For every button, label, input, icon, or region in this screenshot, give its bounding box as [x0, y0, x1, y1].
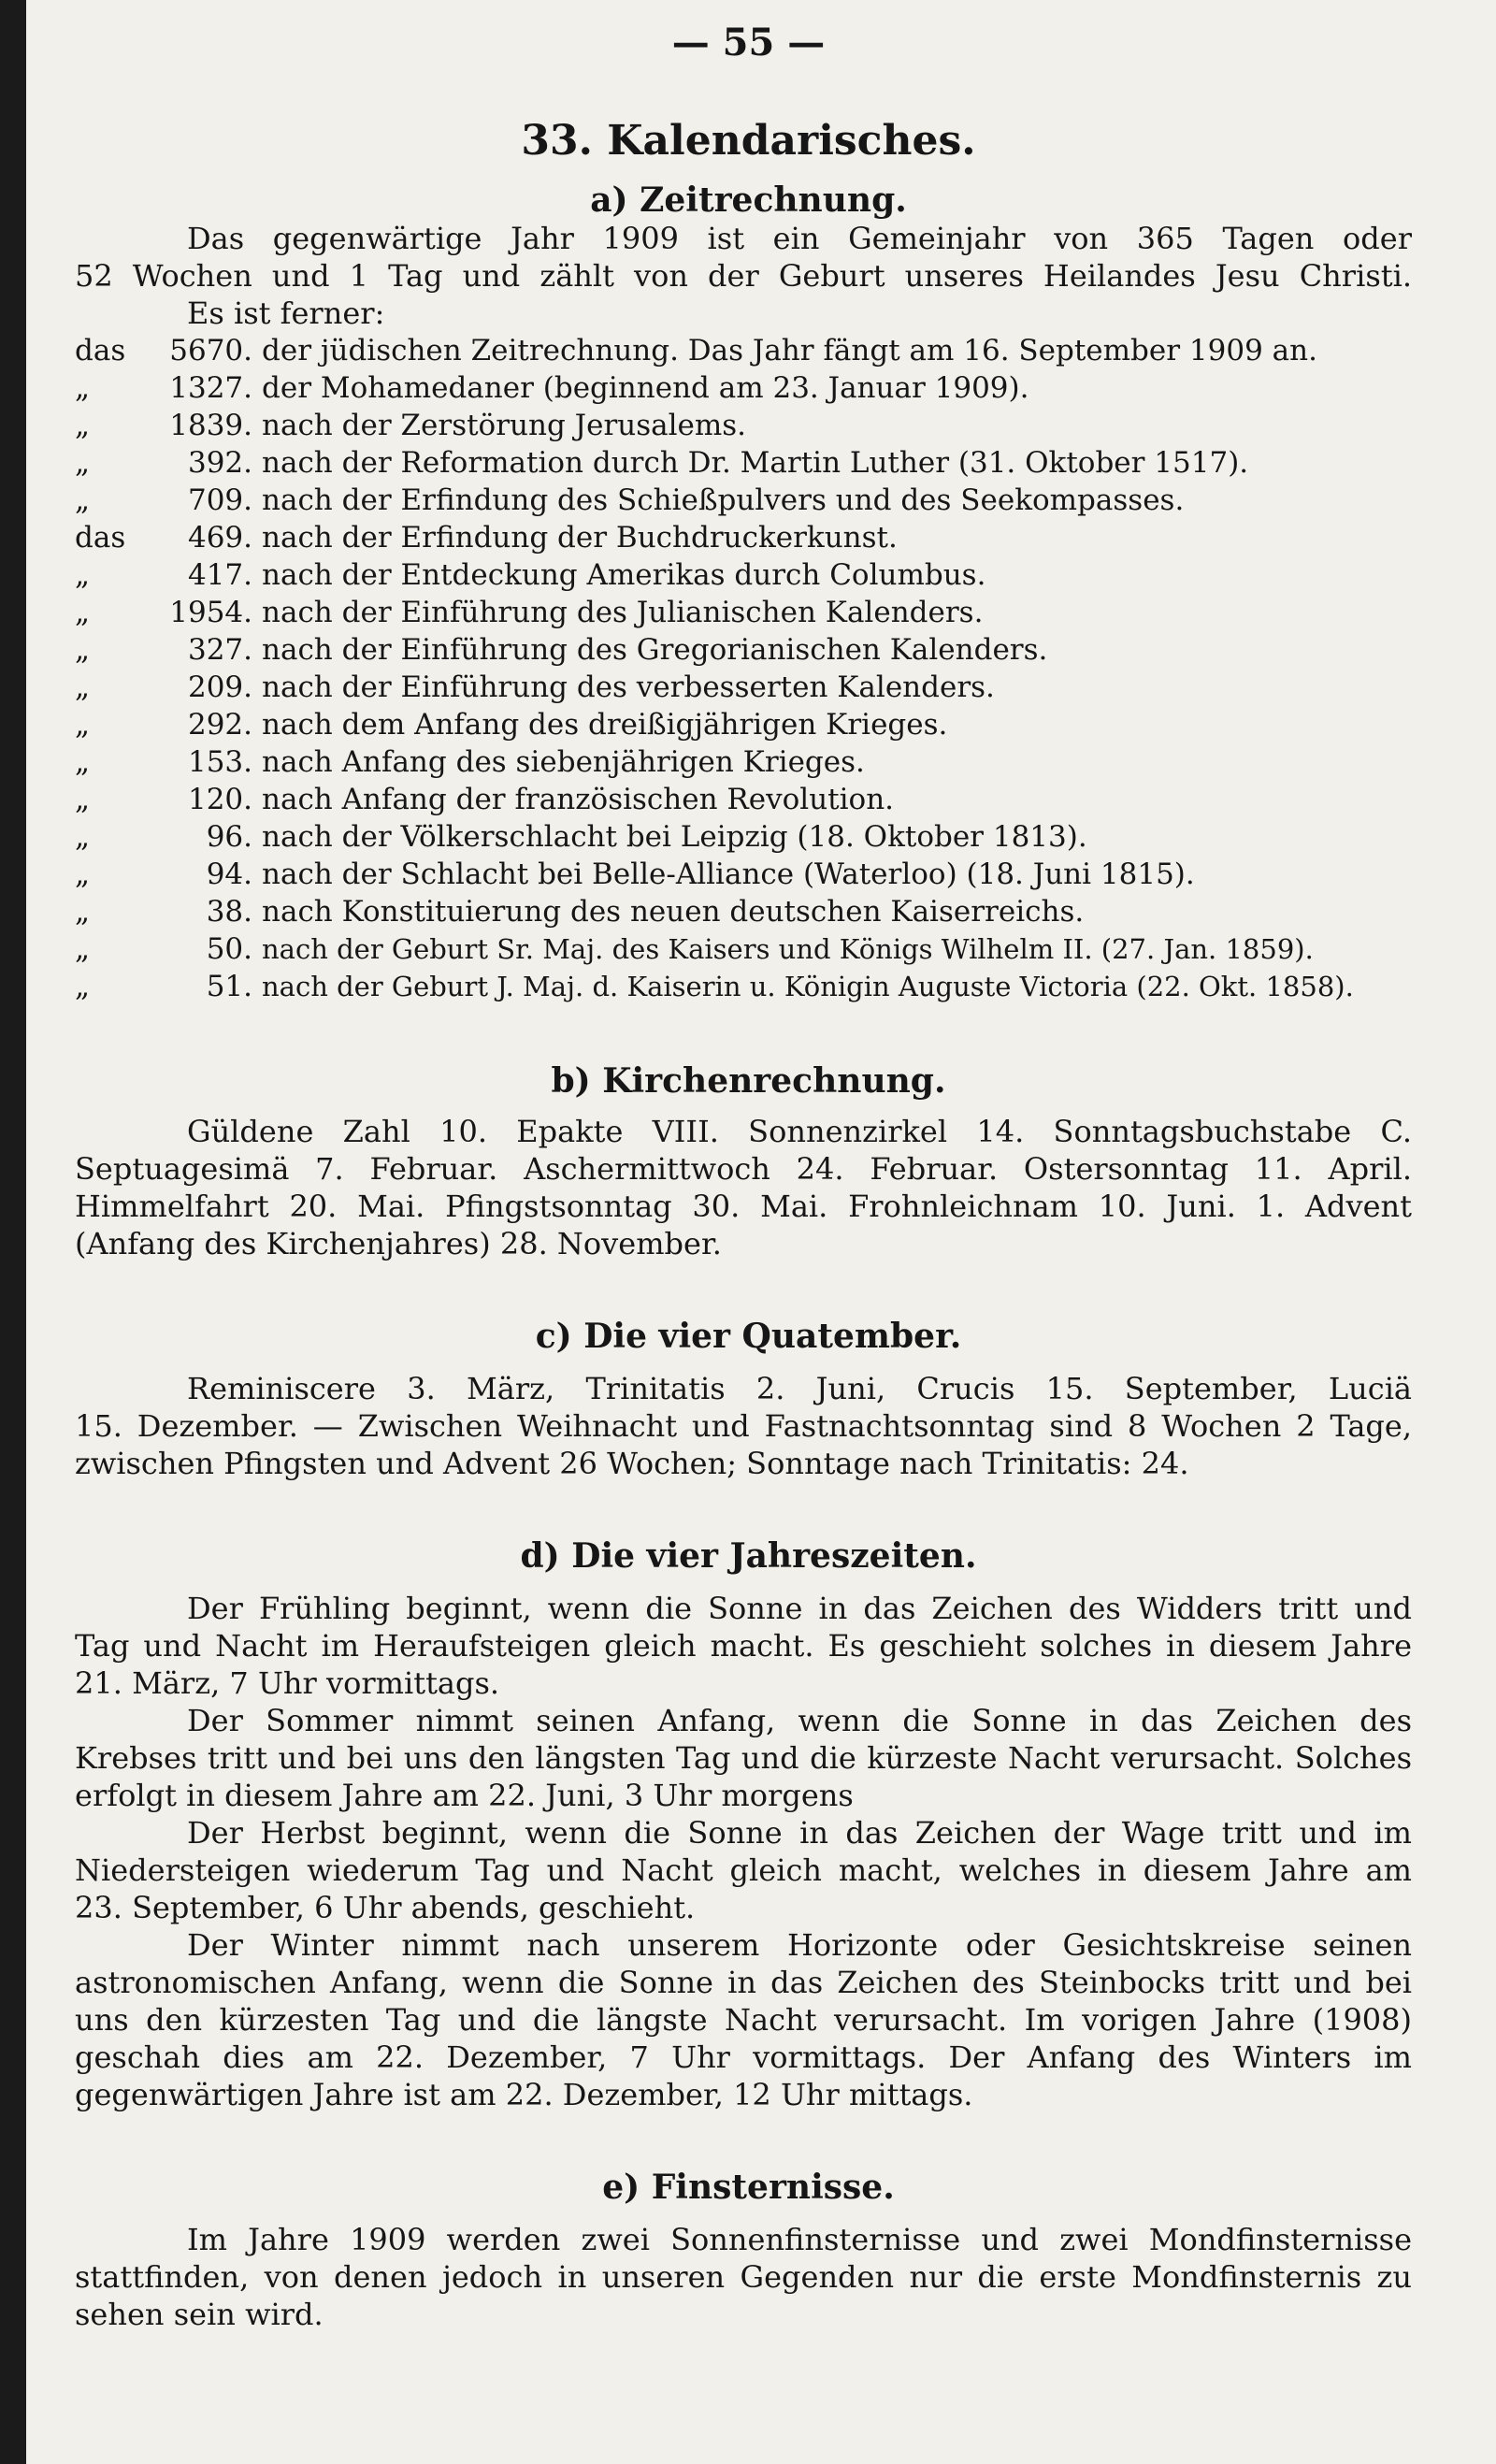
page-number: — 55 — — [671, 21, 826, 65]
era-number: 94. — [206, 857, 252, 891]
text-line: uns den kürzesten Tag und die längste Nacht verursacht. Im vorigen Jahre (1908) — [75, 2002, 1412, 2038]
heading-jahreszeiten: d) Die vier Jahreszeiten. — [520, 1536, 977, 1576]
era-number: 292. — [187, 708, 252, 742]
era-text: nach der Erfindung der Buchdruckerkunst. — [262, 521, 898, 555]
era-number: 1954. — [169, 596, 252, 629]
text-line: stattfinden, von denen jedoch in unseren Gegenden nur die erste Mondfinsternis zu — [75, 2259, 1412, 2295]
text-line: geschah dies am 22. Dezember, 7 Uhr vormittags. Der Anfang des Winters im — [75, 2039, 1412, 2075]
heading-zeitrechnung: a) Zeitrechnung. — [590, 180, 907, 220]
text-line: Der Sommer nimmt seinen Anfang, wenn die Sonne in das Zeichen des — [187, 1703, 1412, 1738]
text-line: Der Winter nimmt nach unserem Horizonte oder Gesichtskreise seinen — [187, 1927, 1412, 1963]
intro-line: 52 Wochen und 1 Tag und zählt von der Geburt unseres Heilandes Jesu Christi. — [75, 258, 1412, 294]
era-prefix: „ — [75, 409, 91, 442]
era-text: nach der Geburt J. Maj. d. Kaiserin u. Königin Auguste Victoria (22. Okt. 1858). — [262, 971, 1354, 1002]
era-number: 153. — [187, 745, 252, 779]
era-prefix: „ — [75, 371, 91, 405]
era-text: nach der Erfindung des Schießpulvers und des Seekompasses. — [262, 483, 1185, 517]
era-text: nach Anfang des siebenjährigen Krieges. — [262, 745, 865, 779]
era-number: 417. — [187, 558, 252, 592]
era-number: 1327. — [169, 371, 252, 405]
era-prefix: „ — [75, 895, 91, 929]
text-line: Reminiscere 3. März, Trinitatis 2. Juni, Crucis 15. September, Luciä — [187, 1371, 1412, 1406]
era-prefix: „ — [75, 483, 91, 517]
era-text: nach der Einführung des Julianischen Kalenders. — [262, 596, 984, 629]
text-line: Der Frühling beginnt, wenn die Sonne in das Zeichen des Widders tritt und — [187, 1591, 1412, 1626]
era-text: nach der Schlacht bei Belle-Alliance (Waterloo) (18. Juni 1815). — [262, 857, 1195, 891]
era-number: 709. — [187, 483, 252, 517]
era-text: nach der Entdeckung Amerikas durch Columbus. — [262, 558, 986, 592]
era-prefix: „ — [75, 970, 91, 1003]
era-number: 51. — [206, 970, 252, 1003]
text-line: gegenwärtigen Jahre ist am 22. Dezember, 12 Uhr mittags. — [75, 2077, 973, 2112]
text-line: Himmelfahrt 20. Mai. Pfingstsonntag 30. Mai. Frohnleichnam 10. Juni. 1. Advent — [75, 1189, 1412, 1224]
era-text: der jüdischen Zeitrechnung. Das Jahr fängt am 16. September 1909 an. — [262, 334, 1317, 367]
era-prefix: „ — [75, 820, 91, 854]
era-prefix: „ — [75, 745, 91, 779]
text-line: Tag und Nacht im Heraufsteigen gleich macht. Es geschieht solches in diesem Jahre — [75, 1628, 1412, 1664]
chapter-title: 33. Kalendarisches. — [521, 117, 976, 165]
era-number: 5670. — [169, 334, 252, 367]
era-number: 50. — [206, 932, 252, 966]
text-line: 15. Dezember. — Zwischen Weihnacht und Fastnachtsonntag sind 8 Wochen 2 Tage, — [75, 1408, 1412, 1444]
era-prefix: „ — [75, 596, 91, 629]
era-text: nach der Völkerschlacht bei Leipzig (18. Oktober 1813). — [262, 820, 1087, 854]
era-prefix: „ — [75, 446, 91, 480]
era-text: nach Anfang der französischen Revolution. — [262, 783, 895, 816]
text-line: astronomischen Anfang, wenn die Sonne in das Zeichen des Steinbocks tritt und bei — [75, 1965, 1412, 2000]
text-line: Niedersteigen wiederum Tag und Nacht gleich macht, welches in diesem Jahre am — [75, 1852, 1412, 1888]
era-text: nach der Geburt Sr. Maj. des Kaisers und Königs Wilhelm II. (27. Jan. 1859). — [262, 933, 1314, 965]
text-line: 23. September, 6 Uhr abends, geschieht. — [75, 1890, 696, 1925]
era-text: nach dem Anfang des dreißigjährigen Krieges. — [262, 708, 948, 742]
era-text: der Mohamedaner (beginnend am 23. Januar 1909). — [262, 371, 1029, 405]
era-prefix: „ — [75, 558, 91, 592]
era-number: 327. — [187, 633, 252, 667]
era-prefix: das — [75, 334, 126, 367]
heading-finsternisse: e) Finsternisse. — [602, 2168, 895, 2207]
era-number: 392. — [187, 446, 252, 480]
era-text: nach der Zerstörung Jerusalems. — [262, 409, 747, 442]
era-text: nach der Einführung des verbesserten Kalenders. — [262, 670, 995, 704]
era-text: nach der Reformation durch Dr. Martin Luther (31. Oktober 1517). — [262, 446, 1249, 480]
text-line: erfolgt in diesem Jahre am 22. Juni, 3 Uhr morgens — [75, 1778, 854, 1813]
heading-quatember: c) Die vier Quatember. — [535, 1317, 962, 1356]
text-line: Krebses tritt und bei uns den längsten Tag und die kürzeste Nacht verursacht. Solches — [75, 1740, 1412, 1776]
era-prefix: das — [75, 521, 126, 555]
text-line: Güldene Zahl 10. Epakte VIII. Sonnenzirkel 14. Sonntagsbuchstabe C. — [187, 1114, 1412, 1149]
era-text: nach der Einführung des Gregorianischen Kalenders. — [262, 633, 1048, 667]
era-number: 1839. — [169, 409, 252, 442]
era-prefix: „ — [75, 708, 91, 742]
text-line: zwischen Pfingsten und Advent 26 Wochen; Sonntage nach Trinitatis: 24. — [75, 1446, 1189, 1481]
era-prefix: „ — [75, 783, 91, 816]
heading-kirchenrechnung: b) Kirchenrechnung. — [551, 1061, 946, 1101]
text-line: Der Herbst beginnt, wenn die Sonne in das Zeichen der Wage tritt und im — [187, 1815, 1412, 1851]
era-number: 38. — [206, 895, 252, 929]
era-text: nach Konstituierung des neuen deutschen Kaiserreichs. — [262, 895, 1085, 929]
era-prefix: „ — [75, 670, 91, 704]
text-line: Im Jahre 1909 werden zwei Sonnenfinsternisse und zwei Mondfinsternisse — [187, 2222, 1412, 2257]
intro-line: Es ist ferner: — [187, 295, 385, 331]
text-line: sehen sein wird. — [75, 2297, 324, 2332]
page — [26, 0, 1496, 2464]
text-line: (Anfang des Kirchenjahres) 28. November. — [75, 1226, 722, 1261]
era-prefix: „ — [75, 633, 91, 667]
text-line: 21. März, 7 Uhr vormittags. — [75, 1665, 500, 1701]
era-number: 120. — [187, 783, 252, 816]
era-prefix: „ — [75, 932, 91, 966]
intro-line: Das gegenwärtige Jahr 1909 ist ein Gemeinjahr von 365 Tagen oder — [187, 221, 1412, 256]
era-number: 96. — [206, 820, 252, 854]
text-line: Septuagesimä 7. Februar. Aschermittwoch 24. Februar. Ostersonntag 11. April. — [75, 1151, 1412, 1187]
era-prefix: „ — [75, 857, 91, 891]
era-number: 469. — [187, 521, 252, 555]
era-number: 209. — [187, 670, 252, 704]
